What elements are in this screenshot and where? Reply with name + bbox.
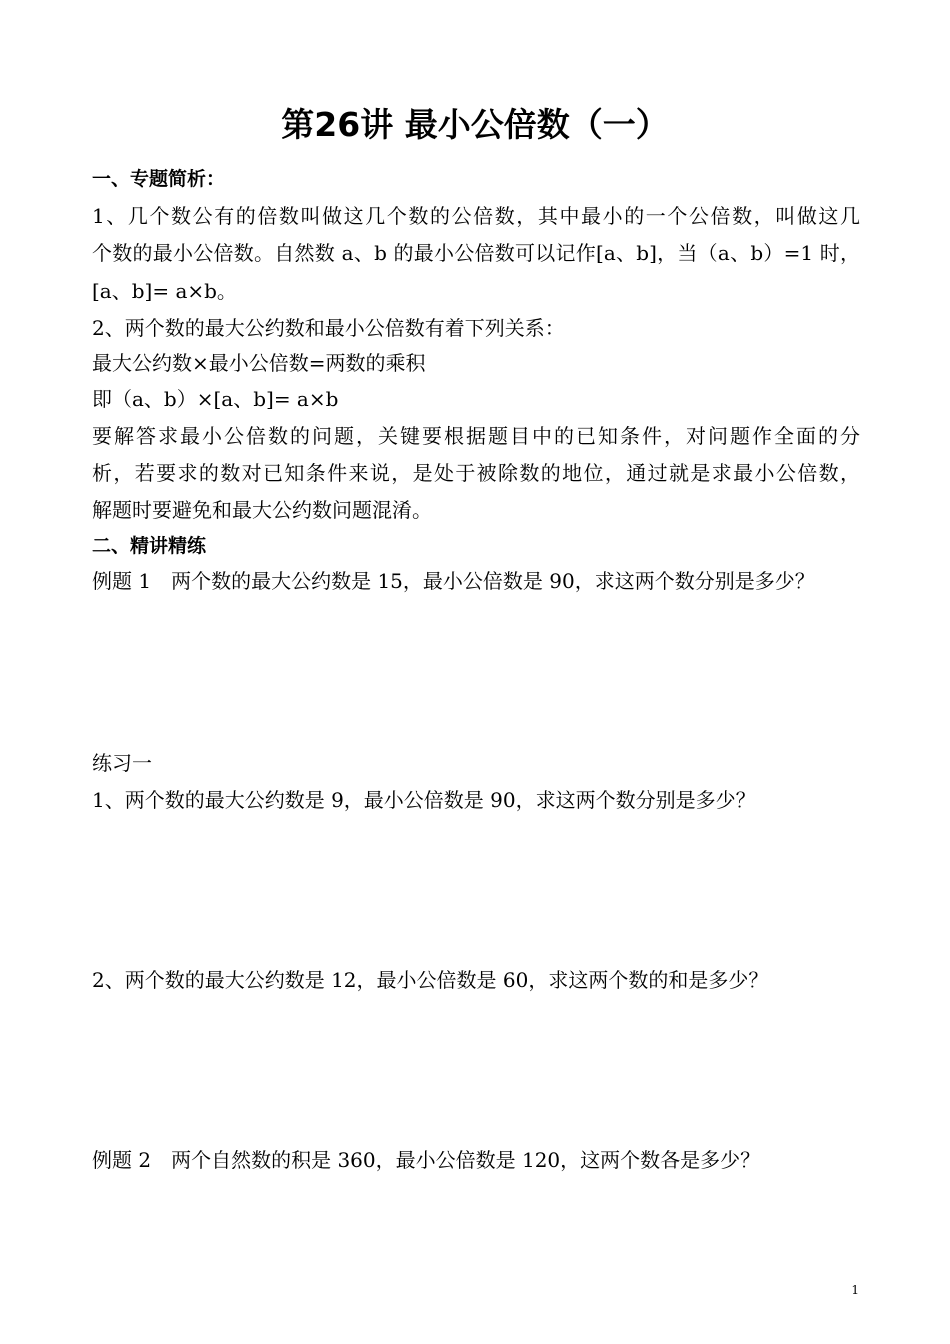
example-2: 例题 2 两个自然数的积是 360，最小公倍数是 120，这两个数各是多少？ xyxy=(92,1148,761,1172)
overview-line-9: 解题时要避免和最大公约数问题混淆。 xyxy=(92,498,432,522)
section-heading-practice: 二、精讲精练 xyxy=(92,535,207,557)
example-1: 例题 1 两个数的最大公约数是 15，最小公倍数是 90，求这两个数分别是多少？ xyxy=(92,569,815,593)
overview-line-2: 个数的最小公倍数。自然数 a、b 的最小公倍数可以记作[a、b]，当（a、b）=1 时， xyxy=(92,241,860,265)
overview-line-7: 要解答求最小公倍数的问题，关键要根据题目中的已知条件，对问题作全面的分 xyxy=(92,424,860,448)
practice-1-heading: 练习一 xyxy=(92,751,152,775)
overview-line-1: 1、几个数公有的倍数叫做这几个数的公倍数，其中最小的一个公倍数，叫做这几 xyxy=(92,204,860,228)
overview-line-3: [a、b]= a×b。 xyxy=(92,279,237,303)
page-title: 第26讲 最小公倍数（一） xyxy=(281,105,669,144)
practice-1-question-1: 1、两个数的最大公约数是 9，最小公倍数是 90，求这两个数分别是多少？ xyxy=(92,788,756,812)
overview-line-8: 析，若要求的数对已知条件来说，是处于被除数的地位，通过就是求最小公倍数， xyxy=(92,461,860,485)
practice-1-question-2: 2、两个数的最大公约数是 12，最小公倍数是 60，求这两个数的和是多少？ xyxy=(92,968,769,992)
overview-line-5: 最大公约数×最小公倍数=两数的乘积 xyxy=(92,351,426,375)
section-heading-overview: 一、专题简析： xyxy=(92,168,226,190)
page-number: 1 xyxy=(851,1283,859,1297)
overview-line-6: 即（a、b）×[a、b]= a×b xyxy=(92,387,339,411)
overview-line-4: 2、两个数的最大公约数和最小公倍数有着下列关系： xyxy=(92,316,565,340)
